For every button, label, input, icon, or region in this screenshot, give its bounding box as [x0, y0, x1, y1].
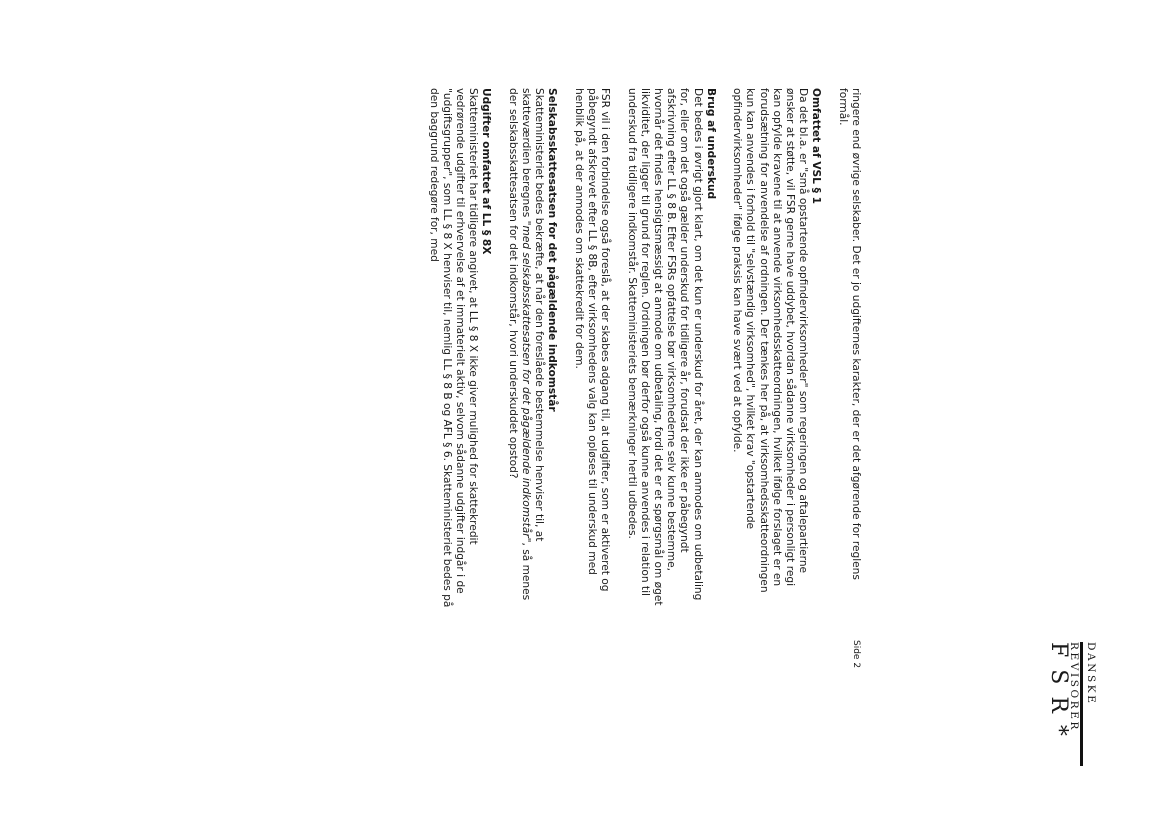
skattesats-text-a: Skatteministeriet bedes bekræfte, at når den foreslåede bestemmelse henviser til, at skatteværdien beregnes ": [519, 88, 546, 542]
paragraph-vsl: Da det bl.a. er "små opstartende opfindervirksomheder" som regeringen og aftalepartierne ønsker at støtte, vil FSR gerne have uddybet, hvordan sådanne virksomheder i personligt regi kan opfylde kravene til at anvende virksomhedsskatteordningen, hvilket ifølge forslaget er en forudsætning for anvendelse af ordningen. Der tænkes her på, at virksomhedsskatteordningen kun kan anvendes i forhold til "selvstændig virksomhed", hvilket krav "opstartende opfindervirksomheder" ifølge praksis kan have svært ved at opfylde.: [731, 88, 810, 593]
paragraph-udgifter: Skatteministeriet har tidligere angivet, at LL § 8 X ikke giver mulighed for skattekredit vedrørende udgifter til erhvervelse af et immaterielt aktiv, selvom sådanne udgifter indgår i de "udgiftsgrupper", som LL § 8 X henviser til, nemlig LL § 8 B og AFL § 6. Skatteministeriet bedes på den baggrund redegøre for, med: [427, 88, 480, 608]
fsr-logo: [1046, 642, 1098, 768]
intro-paragraph: ringere end øvrige selskaber. Det er jo udgifternes karakter, der er det afgørende for reglens formål.: [836, 88, 862, 580]
heading-udgifter: Udgifter omfattet af LL § 8X: [480, 88, 493, 255]
paragraph-underskud-2: FSR vil i den forbindelse også foreslå, at der skabes adgang til, at udgifter, som er aktiveret og påbegyndt afskrevet efter LL § 8B, efter virksomhedens valg kan opløses til underskud med henblik på, at der anmodes om skattekredit for dem.: [572, 88, 612, 592]
document-body: [212, 88, 862, 608]
skattesats-quote: med selskabsskattesatsen for det pågældende indkomstår: [519, 225, 532, 538]
paragraph-underskud: Det bedes i øvrigt gjort klart, om det kun er underskud for året, der kan anmodes om udbetaling for, eller om det også gælder underskud for tidligere år, forudsat der ikke er påbegyndt afskrivning efter LL § 8 B. Efter FSRs opfattelse bør virksomhederne selv kunne bestemme, hvornår det findes hensigtsmæssigt at anmode om udbetaling, fordi det er et spørgsmål om øget likviditet, der ligger til grund for reglen. Ordningen bør derfor også kunne anvendes i relation til underskud fra tidligere indkomstår. Skatteministeriets bemærkninger hertil udbedes.: [625, 88, 704, 606]
logo-line-revisorer: REVISORER: [1068, 642, 1080, 732]
skattesats-text-b: ", så menes der selskabsskattesatsen for det indkomstår, hvori underskuddet opstod?: [506, 88, 532, 601]
heading-vsl: Omfattet af VSL § 1: [810, 88, 823, 204]
paragraph-skattesats: [506, 88, 546, 608]
heading-underskud: Brug af underskud: [704, 88, 717, 200]
logo-rule: [1080, 642, 1083, 766]
logo-mark: FSR*: [1046, 642, 1071, 748]
page-number: Side 2: [851, 640, 861, 669]
heading-skattesats: Selskabsskattesatsen for det pågældende indkomstår: [546, 88, 559, 412]
logo-line-danske: DANSKE: [1085, 642, 1097, 706]
